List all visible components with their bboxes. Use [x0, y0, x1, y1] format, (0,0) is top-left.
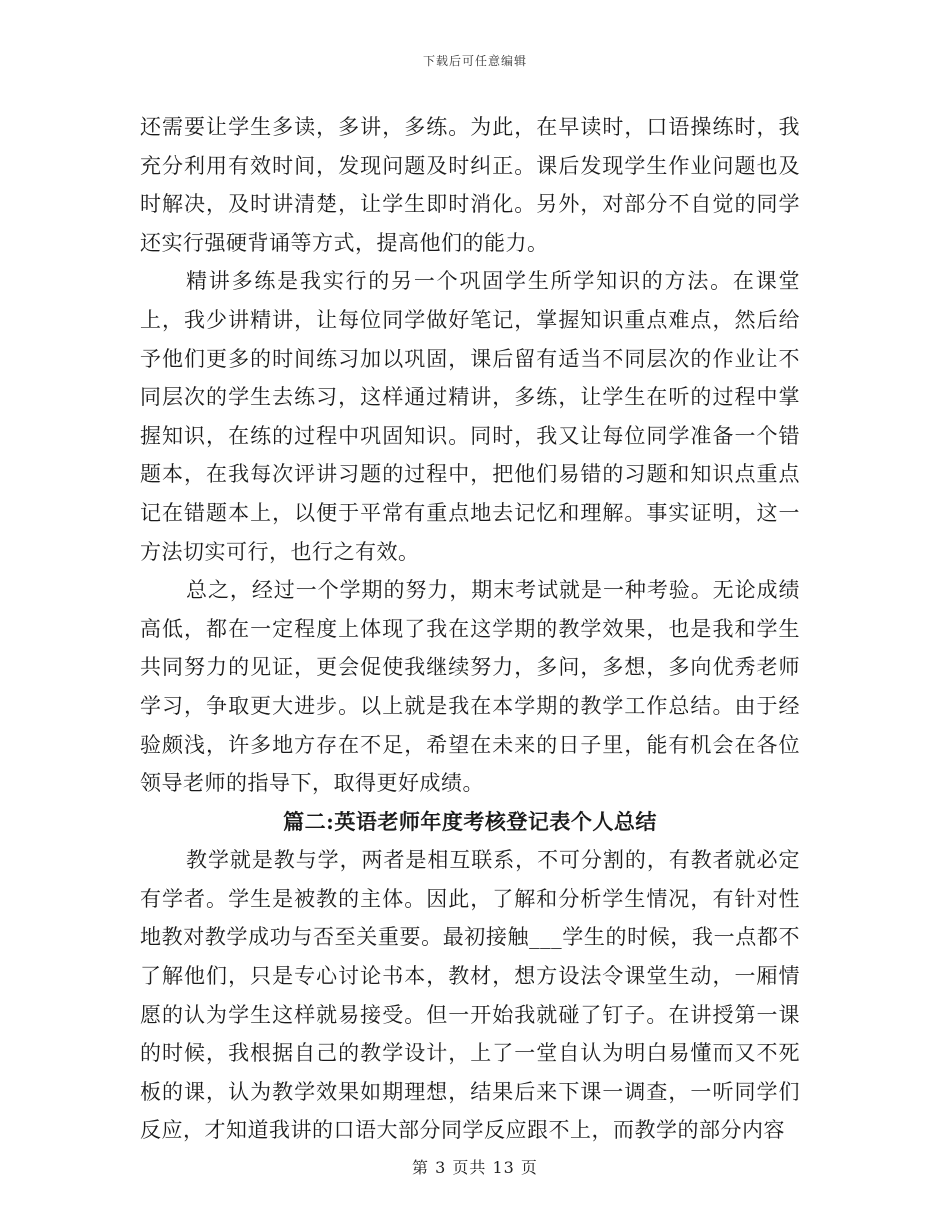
- section-title: 篇二:英语老师年度考核登记表个人总结: [283, 808, 657, 834]
- page-footer: 第 3 页共 13 页: [412, 1158, 538, 1177]
- paragraph-1: 还需要让学生多读，多讲，多练。为此，在早读时，口语操练时，我充分利用有效时间，发现问题及时纠正。课后发现学生作业问题也及时解决，及时讲清楚，让学生即时消化。另外，对部分不自觉的同学还实行强硬背诵等方式，提高他们的能力。: [140, 115, 800, 255]
- page-header: 下载后可任意编辑: [422, 54, 527, 68]
- document-body: [140, 108, 800, 1150]
- paragraph-2: 精讲多练是我实行的另一个巩固学生所学知识的方法。在课堂上，我少讲精讲，让每位同学做好笔记，掌握知识重点难点，然后给予他们更多的时间练习加以巩固，课后留有适当不同层次的作业让不同层次的学生去练习，这样通过精讲，多练，让学生在听的过程中掌握知识，在练的过程中巩固知识。同时，我又让每位同学准备一个错题本，在我每次评讲习题的过程中，把他们易错的习题和知识点重点记在错题本上，以便于平常有重点地去记忆和理解。事实证明，这一方法切实可行，也行之有效。: [140, 269, 800, 564]
- paragraph-4: 教学就是教与学，两者是相互联系，不可分割的，有教者就必定有学者。学生是被教的主体。因此，了解和分析学生情况，有针对性地教对教学成功与否至关重要。最初接触___学生的时候，我一点都不了解他们，只是专心讨论书本，教材，想方设法令课堂生动，一厢情愿的认为学生这样就易接受。但一开始我就碰了钉子。在讲授第一课的时候，我根据自己的教学设计，上了一堂自认为明白易懂而又不死板的课，认为教学效果如期理想，结果后来下课一调查，一听同学们反应，才知道我讲的口语大部分同学反应跟不上，而教学的部分内容: [140, 848, 800, 1143]
- paragraph-3: 总之，经过一个学期的努力，期末考试就是一种考验。无论成绩高低，都在一定程度上体现了我在这学期的教学效果，也是我和学生共同努力的见证，更会促使我继续努力，多问，多想，多向优秀老师学习，争取更大进步。以上就是我在本学期的教学工作总结。由于经验颇浅，许多地方存在不足，希望在未来的日子里，能有机会在各位领导老师的指导下，取得更好成绩。: [140, 578, 800, 796]
